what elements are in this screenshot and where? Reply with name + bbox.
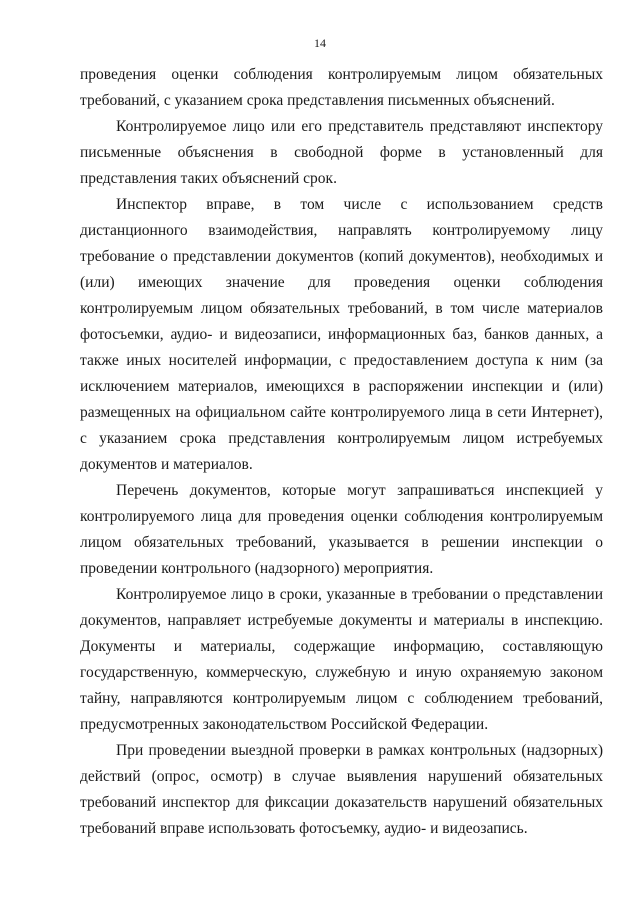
document-body [80, 62, 603, 842]
paragraph-continuation: проведения оценки соблюдения контролируемым лицом обязательных требований, с указанием срока представления письменных объяснений. [80, 66, 603, 109]
paragraph-document-submission: Контролируемое лицо в сроки, указанные в требовании о представлении документов, направляет истребуемые документы и материалы в инспекцию. Документы и материалы, содержащие информацию, составляющую государственную, коммерческую, служебную и иную охраняемую законом тайну, направляются контролируемым лицом с соблюдением требований, предусмотренных законодательством Российской Федерации. [80, 586, 603, 733]
paragraph-document-request: Инспектор вправе, в том числе с использованием средств дистанционного взаимодействия, направлять контролируемому лицу требование о представлении документов (копий документов), необходимых и (или) имеющих значение для проведения оценки соблюдения контролируемым лицом обязательных требований, в том числе материалов фотосъемки, аудио- и видеозаписи, информационных баз, банков данных, а также иных носителей информации, с предоставлением доступа к ним (за исключением материалов, имеющихся в распоряжении инспекции и (или) размещенных на официальном сайте контролируемого лица в сети Интернет), с указанием срока представления контролируемым лицом истребуемых документов и материалов. [80, 196, 603, 473]
paragraph-document-list: Перечень документов, которые могут запрашиваться инспекцией у контролируемого лица для проведения оценки соблюдения контролируемым лицом обязательных требований, указывается в решении инспекции о проведении контрольного (надзорного) мероприятия. [80, 482, 603, 577]
paragraph-written-explanations: Контролируемое лицо или его представитель представляют инспектору письменные объяснения в свободной форме в установленный для представления таких объяснений срок. [80, 118, 603, 187]
page-number: 14 [314, 36, 326, 50]
paragraph-evidence-recording: При проведении выездной проверки в рамках контрольных (надзорных) действий (опрос, осмотр) в случае выявления нарушений обязательных требований инспектор для фиксации доказательств нарушений обязательных требований вправе использовать фотосъемку, аудио- и видеозапись. [80, 742, 603, 837]
